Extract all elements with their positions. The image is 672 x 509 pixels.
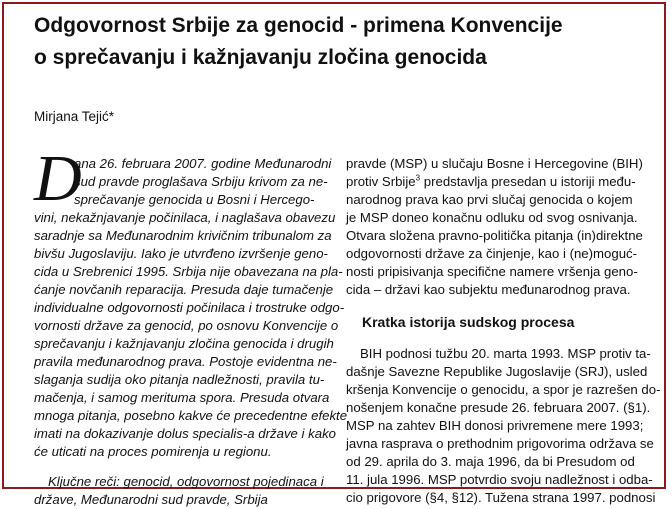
keywords-line: Ključne reči: genocid, odgovornost pojedinaca i: [48, 474, 324, 489]
abstract-line: imati na dokazivanje dolus specialis-a države i kako: [34, 426, 336, 441]
body-text: protiv Srbije: [346, 174, 416, 189]
section-heading: Kratka istorija sudskog procesa: [362, 314, 575, 330]
abstract-line: sprečavanje genocida u Bosni i Hercego-: [74, 192, 315, 207]
title-line-1: Odgovornost Srbije za genocid - primena Konvencije: [34, 14, 563, 37]
body-line: MSP na zahtev BIH donosi privremene mere 1993;: [346, 418, 644, 433]
abstract-line: vini, nekažnjavanje počinilaca, i naglašava obavezu: [34, 210, 336, 225]
abstract-line: sprečavanju i kažnjavanju zločina genocida i drugih: [34, 336, 334, 351]
abstract-line: ćanje novčanih reparacija. Presuda daje tumačenje: [34, 282, 334, 297]
body-text: predstavlja presedan u istoriji među-: [420, 174, 636, 189]
body-line: 11. jula 1996. MSP potvrdio svoju nadležnost i odba-: [346, 472, 653, 487]
title-line-2: o sprečavanju i kažnjavanju zločina genocida: [34, 46, 487, 69]
spacer: [346, 333, 644, 345]
body-line: nosti pripisivanja specifične namere vršenja geno-: [346, 264, 638, 279]
body-line: je MSP doneo konačnu odluku od svog osnivanja.: [346, 210, 638, 225]
abstract-line: vornosti države za genocid, po osnovu Konvencije o: [34, 318, 339, 333]
body-line: kršenja Konvencije o genocidu, a spor je razrešen do-: [346, 382, 661, 397]
abstract-line: sud pravde proglašava Srbiju krivom za ne-: [74, 174, 328, 189]
spacer: [346, 299, 644, 311]
abstract-line: individualne odgovornosti počinilaca i trostruke odgo-: [34, 300, 345, 315]
keywords-line: države, Međunarodni sud pravde, Srbija: [34, 492, 268, 507]
footnote-marker[interactable]: 3: [415, 173, 421, 183]
body-line: od 29. aprila do 3. maja 1996, da bi Presudom od: [346, 454, 635, 469]
abstract-line: cida u Srebrenici 1995. Srbija nije obavezana na pla-: [34, 264, 343, 279]
body-line: javna rasprava o prethodnim prigovorima održava se: [346, 436, 654, 451]
body-line: BIH podnosi tužbu 20. marta 1993. MSP protiv ta-: [360, 346, 651, 361]
body-line: dašnje Savezne Republike Jugoslavije (SRJ), usled: [346, 364, 648, 379]
abstract-line: slaganja sudija oko pitanja nadležnosti, pravila tu-: [34, 372, 325, 387]
abstract-line: saradnje sa Međunarodnim krivičnim tribunalom za: [34, 228, 332, 243]
abstract-line: će uticati na proces pomirenja u regionu.: [34, 444, 272, 459]
author-name: Mirjana Tejić*: [34, 109, 115, 124]
abstract-line: mačenja, i samog merituma spora. Presuda otvara: [34, 390, 330, 405]
body-line: nošenjem konačne presude 26. februara 2007. (§1).: [346, 400, 651, 415]
spacer: [34, 461, 334, 473]
body-column: [346, 155, 661, 507]
body-line: [346, 173, 644, 191]
paper-page: [2, 2, 666, 507]
abstract-line: pravila međunarodnog prava. Postoje evidentna ne-: [34, 354, 337, 369]
drop-cap: D: [34, 142, 82, 215]
abstract-column: [34, 142, 348, 509]
body-line: cio prigovore (§4, §12). Tužena strana 1997. podnosi: [346, 490, 656, 505]
body-line: odgovornosti države za činjenje, kao i (ne)moguć-: [346, 246, 638, 261]
body-line: Otvara složena pravno-politička pitanja (in)direktne: [346, 228, 643, 243]
body-line: pravde (MSP) u slučaju Bosne i Hercegovine (BIH): [346, 156, 643, 171]
paper-title: [34, 10, 654, 74]
body-line: narodnog prava kao prvi slučaj genocida o kojem: [346, 192, 633, 207]
body-line: cida – državi kao subjektu međunarodnog prava.: [346, 282, 631, 297]
abstract-line: bivšu Jugoslaviju. Iako je utvrđeno izvršenje geno-: [34, 246, 328, 261]
abstract-line: ana 26. februara 2007. godine Međunarodni: [74, 156, 332, 171]
abstract-line: mnoga pitanja, posebno kakve će precedentne efekte: [34, 408, 348, 423]
